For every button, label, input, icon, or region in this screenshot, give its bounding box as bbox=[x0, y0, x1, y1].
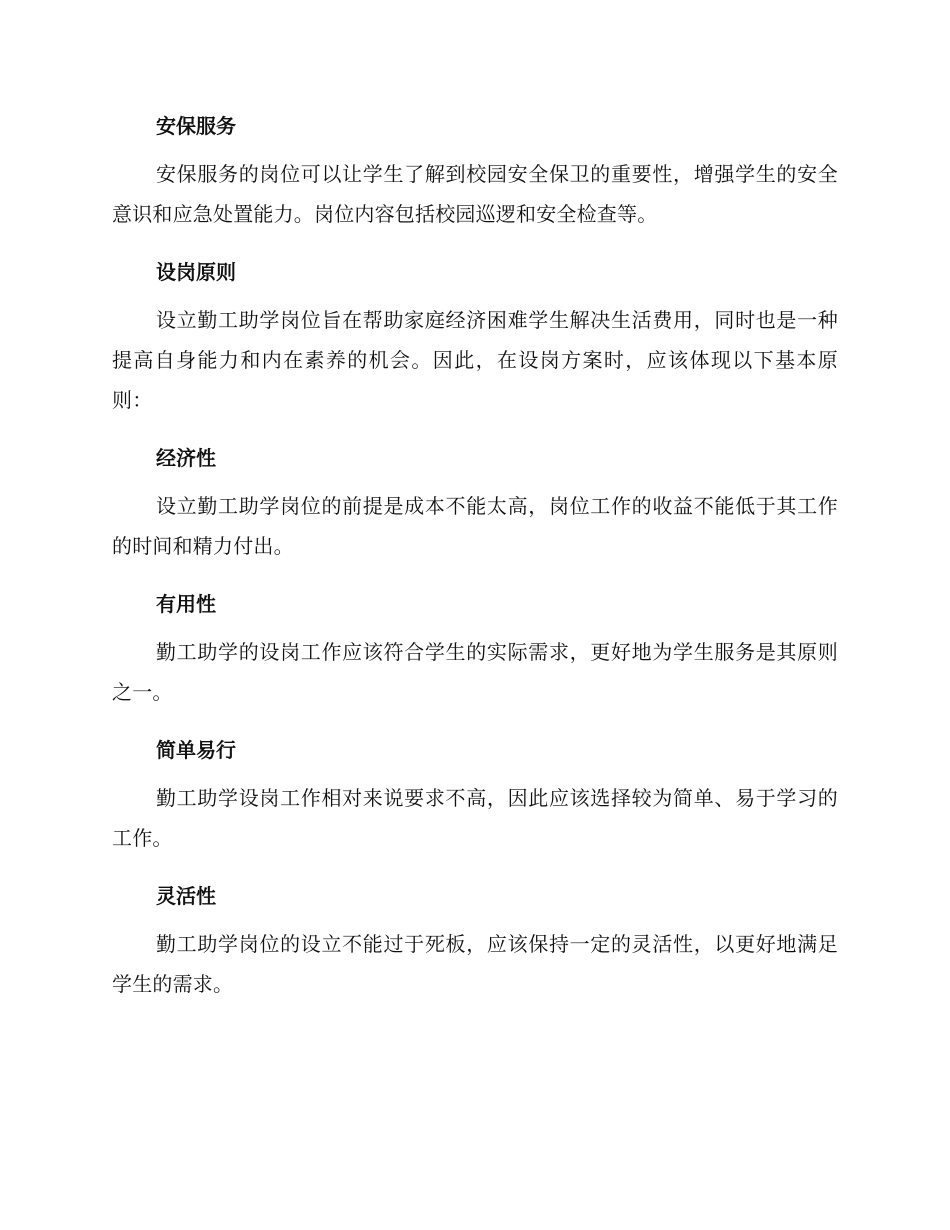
section-heading-simplicity: 简单易行 bbox=[156, 738, 236, 762]
section-body-flexibility: 勤工助学岗位的设立不能过于死板，应该保持一定的灵活性，以更好地满足学生的需求。 bbox=[112, 932, 838, 996]
section-body-principles: 设立勤工助学岗位旨在帮助家庭经济困难学生解决生活费用，同时也是一种提高自身能力和内在素养的机会。因此，在设岗方案时，应该体现以下基本原则： bbox=[112, 308, 838, 412]
section-body-security: 安保服务的岗位可以让学生了解到校园安全保卫的重要性，增强学生的安全意识和应急处置能力。岗位内容包括校园巡逻和安全检查等。 bbox=[112, 162, 838, 226]
section-heading-usefulness: 有用性 bbox=[156, 592, 216, 616]
section-heading-security: 安保服务 bbox=[156, 114, 236, 138]
section-heading-economy: 经济性 bbox=[156, 446, 216, 470]
section-body-usefulness: 勤工助学的设岗工作应该符合学生的实际需求，更好地为学生服务是其原则之一。 bbox=[112, 640, 838, 704]
section-body-economy: 设立勤工助学岗位的前提是成本不能太高，岗位工作的收益不能低于其工作的时间和精力付出。 bbox=[112, 494, 838, 558]
section-heading-principles: 设岗原则 bbox=[156, 260, 236, 284]
section-body-simplicity: 勤工助学设岗工作相对来说要求不高，因此应该选择较为简单、易于学习的工作。 bbox=[112, 786, 838, 850]
section-heading-flexibility: 灵活性 bbox=[156, 884, 216, 908]
